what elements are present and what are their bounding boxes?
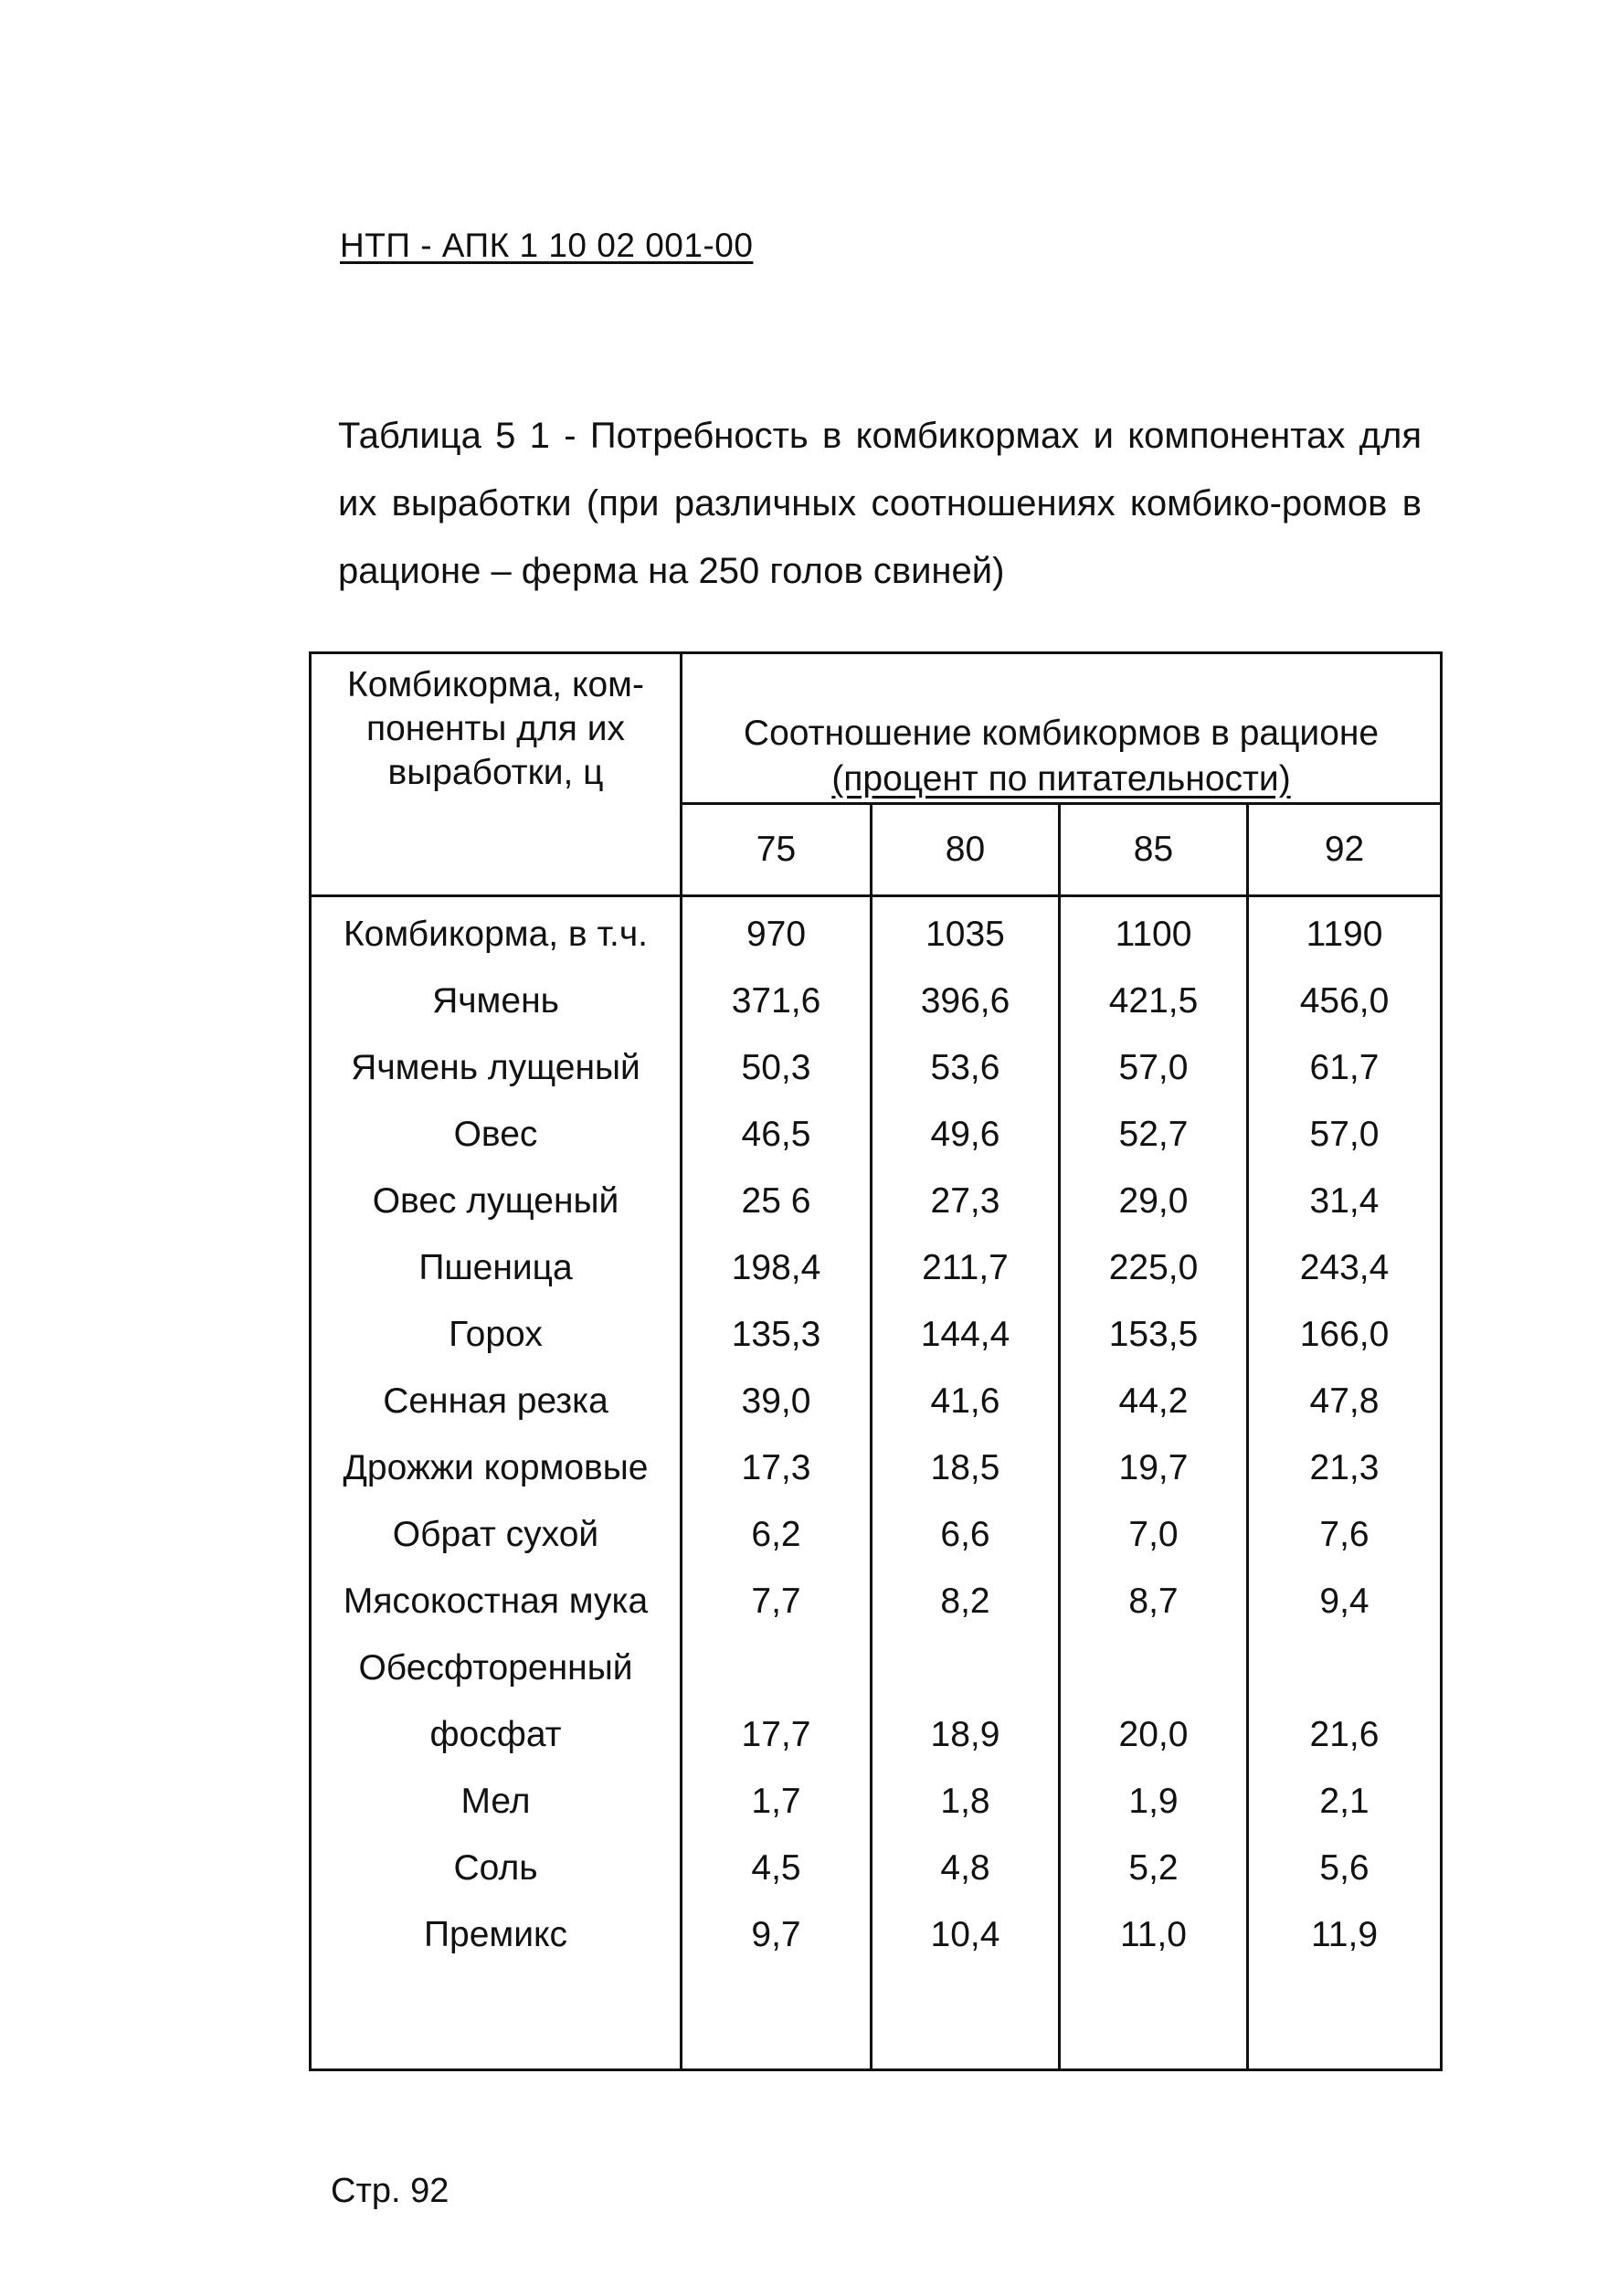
requirements-table-container <box>309 651 1443 2071</box>
cell-value: 18,5 <box>872 1434 1060 1501</box>
cell-value: 8,2 <box>872 1568 1060 1635</box>
corner-header <box>311 653 682 896</box>
document-code-header: НТП - АПК 1 10 02 001-00 <box>340 227 754 264</box>
cell-value: 1,8 <box>872 1768 1060 1835</box>
cell-value: 61,7 <box>1248 1034 1442 1101</box>
row-label: Овес <box>311 1101 682 1168</box>
row-label: Пшеница <box>311 1234 682 1301</box>
spacer-cell <box>682 1968 872 2070</box>
cell-value: 153,5 <box>1060 1301 1248 1368</box>
ratio-group-header <box>682 653 1442 804</box>
corner-header-text: Комбикорма, ком-поненты для их выработки, ц <box>347 665 644 792</box>
cell-value: 396,6 <box>872 968 1060 1034</box>
table-row <box>311 1701 1442 1768</box>
row-label: Сенная резка <box>311 1368 682 1434</box>
cell-value: 5,2 <box>1060 1835 1248 1901</box>
table-row <box>311 1434 1442 1501</box>
row-label: Мясокостная мука <box>311 1568 682 1635</box>
row-label: Комбикорма, в т.ч. <box>311 896 682 968</box>
cell-value: 1100 <box>1060 896 1248 968</box>
cell-value: 6,6 <box>872 1501 1060 1568</box>
cell-value: 144,4 <box>872 1301 1060 1368</box>
ratio-group-subtitle: (процент по питательности) <box>831 759 1291 799</box>
cell-value: 41,6 <box>872 1368 1060 1434</box>
cell-value: 46,5 <box>682 1101 872 1168</box>
table-row <box>311 1768 1442 1835</box>
cell-value: 20,0 <box>1060 1701 1248 1768</box>
cell-value: 39,0 <box>682 1368 872 1434</box>
cell-value: 49,6 <box>872 1101 1060 1168</box>
row-label: Обесфторенный <box>311 1635 682 1701</box>
cell-value: 456,0 <box>1248 968 1442 1034</box>
cell-value: 25 6 <box>682 1168 872 1234</box>
cell-value: 21,6 <box>1248 1701 1442 1768</box>
cell-value: 50,3 <box>682 1034 872 1101</box>
cell-value: 970 <box>682 896 872 968</box>
cell-value <box>1060 1635 1248 1701</box>
cell-value: 1,9 <box>1060 1768 1248 1835</box>
table-row <box>311 1501 1442 1568</box>
ratio-header-75: 75 <box>682 804 872 896</box>
cell-value: 6,2 <box>682 1501 872 1568</box>
cell-value <box>872 1635 1060 1701</box>
table-row <box>311 1835 1442 1901</box>
cell-value: 225,0 <box>1060 1234 1248 1301</box>
cell-value: 135,3 <box>682 1301 872 1368</box>
cell-value: 8,7 <box>1060 1568 1248 1635</box>
table-row <box>311 1368 1442 1434</box>
row-label: Ячмень <box>311 968 682 1034</box>
cell-value: 52,7 <box>1060 1101 1248 1168</box>
requirements-table <box>309 651 1443 2071</box>
cell-value: 4,5 <box>682 1835 872 1901</box>
cell-value: 44,2 <box>1060 1368 1248 1434</box>
page-number: Стр. 92 <box>331 2172 449 2210</box>
cell-value: 31,4 <box>1248 1168 1442 1234</box>
cell-value: 10,4 <box>872 1901 1060 1968</box>
cell-value: 19,7 <box>1060 1434 1248 1501</box>
cell-value: 9,7 <box>682 1901 872 1968</box>
cell-value: 57,0 <box>1060 1034 1248 1101</box>
cell-value: 4,8 <box>872 1835 1060 1901</box>
table-row <box>311 1901 1442 1968</box>
cell-value: 198,4 <box>682 1234 872 1301</box>
table-row <box>311 1168 1442 1234</box>
cell-value: 371,6 <box>682 968 872 1034</box>
cell-value: 166,0 <box>1248 1301 1442 1368</box>
cell-value: 47,8 <box>1248 1368 1442 1434</box>
cell-value: 18,9 <box>872 1701 1060 1768</box>
ratio-header-80: 80 <box>872 804 1060 896</box>
cell-value: 1190 <box>1248 896 1442 968</box>
row-label: фосфат <box>311 1701 682 1768</box>
cell-value: 7,7 <box>682 1568 872 1635</box>
cell-value: 11,0 <box>1060 1901 1248 1968</box>
row-label: Премикс <box>311 1901 682 1968</box>
row-label: Соль <box>311 1835 682 1901</box>
cell-value: 7,0 <box>1060 1501 1248 1568</box>
cell-value: 421,5 <box>1060 968 1248 1034</box>
ratio-header-85: 85 <box>1060 804 1248 896</box>
spacer-cell <box>872 1968 1060 2070</box>
cell-value: 1,7 <box>682 1768 872 1835</box>
table-bottom-spacer <box>311 1968 1442 2070</box>
cell-value: 17,3 <box>682 1434 872 1501</box>
spacer-cell <box>1248 1968 1442 2070</box>
cell-value: 27,3 <box>872 1168 1060 1234</box>
row-label: Горох <box>311 1301 682 1368</box>
table-body <box>311 896 1442 2070</box>
cell-value: 11,9 <box>1248 1901 1442 1968</box>
row-label: Мел <box>311 1768 682 1835</box>
cell-value: 57,0 <box>1248 1101 1442 1168</box>
spacer-cell <box>1060 1968 1248 2070</box>
cell-value: 17,7 <box>682 1701 872 1768</box>
row-label: Ячмень лущеный <box>311 1034 682 1101</box>
cell-value: 1035 <box>872 896 1060 968</box>
cell-value: 2,1 <box>1248 1768 1442 1835</box>
table-row <box>311 1234 1442 1301</box>
cell-value: 243,4 <box>1248 1234 1442 1301</box>
table-row <box>311 1568 1442 1635</box>
table-row <box>311 896 1442 968</box>
table-row <box>311 1034 1442 1101</box>
cell-value <box>682 1635 872 1701</box>
table-caption: Таблица 5 1 - Потребность в комбикормах и компонентах для их выработки (при различных соотношениях комбико-ромов в рационе – ферма на 250 голов свиней) <box>338 416 1422 591</box>
table-row <box>311 968 1442 1034</box>
table-row <box>311 1101 1442 1168</box>
ratio-header-92: 92 <box>1248 804 1442 896</box>
cell-value: 53,6 <box>872 1034 1060 1101</box>
cell-value: 21,3 <box>1248 1434 1442 1501</box>
table-row <box>311 1301 1442 1368</box>
cell-value: 211,7 <box>872 1234 1060 1301</box>
row-label: Овес лущеный <box>311 1168 682 1234</box>
table-row <box>311 1635 1442 1701</box>
row-label: Дрожжи кормовые <box>311 1434 682 1501</box>
cell-value <box>1248 1635 1442 1701</box>
cell-value: 5,6 <box>1248 1835 1442 1901</box>
cell-value: 29,0 <box>1060 1168 1248 1234</box>
ratio-group-title: Соотношение комбикормов в рационе <box>743 714 1380 753</box>
row-label: Обрат сухой <box>311 1501 682 1568</box>
cell-value: 7,6 <box>1248 1501 1442 1568</box>
spacer-cell <box>311 1968 682 2070</box>
cell-value: 9,4 <box>1248 1568 1442 1635</box>
